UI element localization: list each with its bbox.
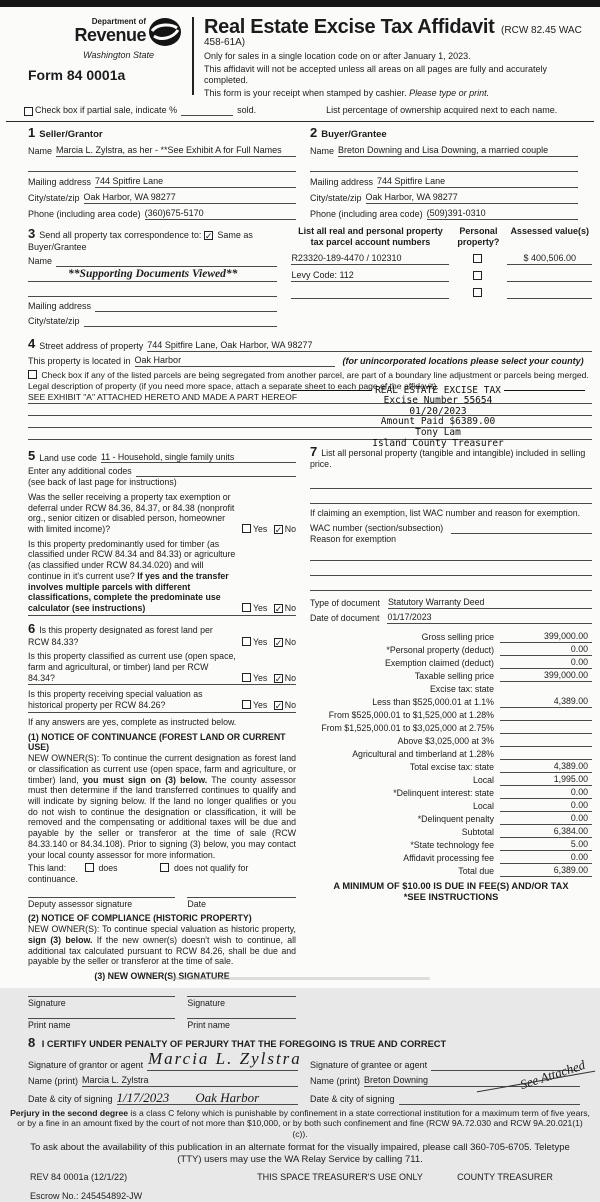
price-row [310,838,592,851]
section-1-title: Seller/Grantor [39,129,103,141]
buyer-mailing-field[interactable]: 744 Spitfire Lane [377,176,578,188]
seller-city-field[interactable]: Oak Harbor, WA 98277 [84,192,296,204]
correspondence-name-field[interactable] [56,256,277,267]
same-as-buyer-label: Same as Buyer/Grantee [28,229,253,252]
certification-section [0,1031,600,1105]
price-label: Total excise tax: state [409,761,494,772]
form-number: Form 84 0001a [28,66,126,83]
notice-continuance-title: (1) NOTICE OF CONTINUANCE (FOREST LAND OR CURRENT USE) [28,731,286,753]
legal-line[interactable] [28,404,299,416]
deputy-assessor-signature-line[interactable]: Deputy assessor signature [28,897,175,910]
no-label: No [284,700,296,711]
street-address-label: Street address of property [39,340,144,351]
price-label: Gross selling price [421,631,494,642]
owner-printname-line-2[interactable]: Print name [187,1018,296,1031]
rev-form-number: REV 84 0001a (12/1/22) [30,1171,128,1182]
historic-property-question: Is this property receiving special valuation as historical property per RCW 84.26? [28,689,203,711]
buyer-city-field[interactable]: Oak Harbor, WA 98277 [366,192,578,204]
price-value[interactable]: 0.00 [500,800,592,812]
owner-printname-row [28,1018,296,1031]
price-row [310,825,592,838]
treasurer-excise-stamp [288,386,588,450]
seller-grantor-section [28,125,310,220]
tax-correspondence-section [28,226,287,327]
section-5-number: 5 [28,447,36,463]
exemption-reason-line[interactable] [310,565,592,576]
accessibility-notice: To ask about the availability of this publication in an alternate format for the visually impaired, please call 360-705-6705. Teletype (TTY) users may use the WA Relay Service by calling 711. [30,1142,570,1166]
see-attached-handwriting: See Attached [517,1057,587,1093]
correspondence-extra-field[interactable] [28,286,277,297]
property-address-section [0,329,600,392]
stamp-date: 01/20/2023 [409,405,467,417]
current-use-yes-no-group [242,673,296,684]
exemption-note: If claiming an exemption, list WAC number and reason for exemption. [310,508,581,519]
timber-agriculture-question: Is this property predominantly used for timber (as classified under RCW 84.34 and 84.33) or agriculture (as classified under RCW 84.34.020) and will continue in it's current use? If yes and the transfer involves multiple parcels with different classifications, complete the predominate use calculator (see instructions) [28,538,236,614]
price-row [310,695,592,708]
assessed-value-field[interactable]: $ 400,506.00 [507,253,592,265]
yes-checkbox[interactable] [242,637,251,646]
price-label: Local [472,800,494,811]
partial-sale-percent-field[interactable] [181,115,233,116]
buyer-phone-field[interactable]: (509)391-0310 [427,208,578,220]
parcel-table [287,226,592,327]
perjury-notice: Perjury in the second degree is a class C felony which is punishable by confinement in a state correctional institution for a maximum term of five years, or by a fine in an amount fixed by the court of not more than $10,000, or by both such confinement and fine (RCW 9A.72.030 and RCW 9A.20.021(1)(c)). [10,1107,590,1139]
no-label: No [284,672,296,683]
excise-tax-computation-table [310,630,592,877]
price-label: Affidavit processing fee [403,852,494,863]
grantor-date-city-field[interactable] [117,1091,298,1105]
price-row [310,708,592,721]
grantor-date-city-label: Date & city of signing [28,1094,113,1105]
price-row [310,682,592,695]
parcel-numbers-header: List all real and personal property tax parcel account numbers [298,225,443,247]
price-label: Agricultural and timberland at 1.28% [352,748,494,759]
form-title: Real Estate Excise Tax Affidavit [204,16,495,38]
price-value[interactable]: 6,384.00 [500,826,592,838]
price-row [310,747,592,760]
ownership-note: List percentage of ownership acquired next to each name. [326,105,558,116]
parties-section [0,122,600,224]
price-label: Less than $525,000.01 at 1.1% [372,696,494,707]
correspondence-mailing-label: Mailing address [28,300,92,311]
legal-line[interactable] [28,416,299,428]
no-checkbox[interactable]: ✓ [274,701,283,712]
price-value[interactable]: 0.00 [500,787,592,799]
header-note-1: Only for sales in a single location code on or after January 1, 2023. [204,51,471,62]
price-label: Taxable selling price [414,670,494,681]
price-label: *Delinquent interest: state [393,787,494,798]
document-date-label: Date of document [310,612,380,623]
legal-description-field[interactable]: SEE EXHIBIT "A" ATTACHED HERETO AND MADE A PART HEREOF [28,392,298,403]
scan-artifact [170,977,430,980]
deputy-assessor-row [28,897,296,910]
escrow-number-row [0,1183,600,1202]
price-label: Excise tax: state [429,683,494,694]
exemption-yes-no-group [242,524,296,535]
does-label: does [98,863,118,874]
land-use-code-field[interactable]: 11 - Household, single family units [101,452,296,464]
parcel-number-field[interactable]: Levy Code: 112 [291,270,449,282]
price-row [310,864,592,877]
rcw-reference: (RCW 82.45 WAC 458-61A) [204,25,582,49]
yes-checkbox[interactable] [242,524,251,533]
revenue-logo-icon [148,17,182,50]
no-checkbox[interactable]: ✓ [274,673,283,684]
price-label: Exemption claimed (deduct) [384,657,494,668]
document-date-field[interactable]: 01/17/2023 [387,612,592,624]
personal-property-line[interactable] [310,478,592,489]
deputy-date-line[interactable]: Date [187,897,296,910]
seller-name-extra-field[interactable] [28,161,296,172]
price-value[interactable]: 4,389.00 [500,696,592,708]
owner-printname-line-1[interactable]: Print name [28,1018,175,1031]
price-label: Total due [458,865,494,876]
grantee-printname-field[interactable]: Breton Downing [364,1075,580,1087]
scan-top-edge [0,0,600,7]
personal-property-checkbox[interactable] [473,288,482,297]
legal-line[interactable] [28,428,299,440]
seller-name-field[interactable]: Marcia L. Zylstra, as her - **See Exhibit A for Full Names [56,145,296,157]
price-label: *Personal property (deduct) [386,644,494,655]
new-owners-signature-title: (3) NEW OWNER(S) SIGNATURE [94,971,230,981]
price-row [310,799,592,812]
grantor-city-handwriting: Oak Harbor [195,1089,260,1105]
correspondence-parcel-region [0,224,600,329]
correspondence-mailing-field[interactable] [95,311,277,312]
notice-compliance-body: NEW OWNER(S): To continue special valuation as historic property, sign (3) below. If the new owner(s) doesn't wish to continue, all additional tax calculated pursuant to RCW 84.26, shall be due and payable by the seller or transferor at the time of sale. [28,924,296,967]
washington-state-label: Washington State [83,49,154,60]
section-3-title: Send all property tax correspondence to: [39,229,202,240]
buyer-name-extra-field[interactable] [310,161,578,172]
yes-label: Yes [252,603,268,614]
sold-label: sold. [237,105,257,116]
grantee-date-city-field[interactable] [399,1091,580,1105]
exemption-reason-line[interactable] [310,580,592,591]
section-2-number: 2 [310,125,318,141]
street-address-field[interactable]: 744 Spitfire Lane, Oak Harbor, WA 98277 [147,340,592,352]
yes-label: Yes [252,672,268,683]
price-row [310,630,592,643]
personal-property-line[interactable] [310,493,592,504]
price-value[interactable]: 0.00 [500,657,592,669]
timber-yes-no-group [242,603,296,614]
price-label: Above $3,025,000 at 3% [397,735,494,746]
forest-land-question: 6 Is this property designated as forest land per RCW 84.33? [28,620,213,647]
notice-compliance-title: (2) NOTICE OF COMPLIANCE (HISTORIC PROPERTY) [28,913,252,924]
no-checkbox[interactable]: ✓ [274,604,283,615]
price-value[interactable]: 0.00 [500,813,592,825]
parcel-number-field[interactable]: R23320-189-4470 / 102310 [291,253,449,265]
additional-codes-label: Enter any additional codes [28,466,132,477]
yes-label: Yes [252,523,268,534]
price-row [310,851,592,864]
price-row [310,656,592,669]
located-in-label: This property is located in [28,355,131,366]
price-label: Subtotal [461,826,494,837]
revenue-wordmark: Revenue [74,24,146,45]
additional-codes-note: (see back of last page for instructions) [28,477,177,488]
price-value[interactable]: 399,000.00 [500,670,592,682]
header-note-2: This affidavit will not be accepted unless all areas on all pages are fully and accurately completed. [204,64,548,86]
price-row [310,812,592,825]
price-row [310,734,592,747]
grantor-printname-label: Name (print) [28,1076,79,1087]
yes-checkbox[interactable] [242,603,251,612]
correspondence-city-field[interactable] [84,326,278,327]
price-value[interactable]: 399,000.00 [500,631,592,643]
treasurer-use-label: THIS SPACE TREASURER'S USE ONLY [257,1171,423,1182]
buyer-mailing-label: Mailing address [310,177,374,188]
seller-phone-label: Phone (including area code) [28,208,141,219]
section-1-number: 1 [28,125,36,141]
yes-checkbox[interactable] [242,700,251,709]
grantor-signature-handwriting: Marcia L. Zylstra [148,1049,302,1069]
no-label: No [284,603,296,614]
current-use-question: Is this property classified as current use (open space, farm and agricultural, or timber) land per RCW 84.34? [28,651,236,683]
stamp-cashier-name: Tony Lam [415,427,461,439]
parcel-row [291,270,592,282]
price-value[interactable]: 6,389.00 [500,865,592,877]
price-value[interactable] [500,746,592,747]
escrow-value: 245454892-JW [81,1190,143,1201]
seller-name-label: Name [28,146,53,157]
section-6-number: 6 [28,620,36,636]
assessed-value-header: Assessed value(s) [510,225,589,236]
price-value[interactable]: 1,995.00 [500,774,592,786]
owner-signature-line-1[interactable]: Signature [28,996,175,1009]
located-in-field[interactable]: Oak Harbor [135,355,335,367]
buyer-name-label: Name [310,146,335,157]
price-label: From $1,525,000.01 to $3,025,000 at 2.75% [321,722,494,733]
section-7-number: 7 [310,443,318,459]
county-treasurer-label: COUNTY TREASURER [457,1171,553,1182]
partial-sale-row [0,101,600,119]
see-instructions-note: *SEE INSTRUCTIONS [403,892,499,903]
partial-sale-checkbox[interactable] [24,107,33,116]
buyer-name-field[interactable]: Breton Downing and Lisa Downing, a married couple [338,145,578,157]
price-value[interactable]: 5.00 [500,839,592,851]
personal-property-tax-column [310,444,592,1032]
price-label: *State technology fee [410,839,494,850]
seller-city-label: City/state/zip [28,193,80,204]
price-value[interactable]: 4,389.00 [500,761,592,773]
does-not-label: does not qualify for [173,863,249,874]
section-4-number: 4 [28,335,36,351]
correspondence-city-label: City/state/zip [28,315,80,326]
price-value[interactable] [500,733,592,734]
seller-mailing-field[interactable]: 744 Spitfire Lane [95,176,296,188]
header-note-3: This form is your receipt when stamped by cashier. Please type or print. [204,88,490,99]
parcel-row [291,287,592,299]
price-value[interactable] [500,720,592,721]
owner-signature-line-2[interactable]: Signature [187,996,296,1009]
stamp-treasurer-office: Island County Treasurer [372,437,504,449]
grantee-date-city-label: Date & city of signing [310,1094,395,1105]
partial-sale-label: Check box if partial sale, indicate % [35,105,178,116]
exemption-reason-line[interactable] [310,550,592,561]
parcel-number-field[interactable] [291,287,449,299]
seller-mailing-label: Mailing address [28,177,92,188]
grantor-printname-field[interactable]: Marcia L. Zylstra [82,1075,298,1087]
stamp-title: REAL ESTATE EXCISE TAX [375,384,501,396]
minimum-fee-note: A MINIMUM OF $10.00 IS DUE IN FEE(S) AND/OR TAX [333,880,569,891]
county-note: (for unincorporated locations please select your county) [342,355,584,366]
document-type-field[interactable]: Statutory Warranty Deed [388,597,592,609]
personal-property-checkbox[interactable] [473,254,482,263]
header-divider [192,17,194,95]
continuance-label: continuance. [28,873,78,884]
price-label: From $525,000.01 to $1,525,000 at 1.28% [328,709,494,720]
notice-continuance-body: NEW OWNER(S): To continue the current designation as forest land or classification as current use (open space, farm and agriculture, or timber) land, you must sign on (3) below. The county assessor must then determine if the land transferred continues to qualify and will indicate by signing below. If the land no longer qualifies or you do not wish to continue the designation or classification, it will be removed and the compensating or additional taxes will be due and payable by the seller or transferor at the time of sale (RCW 84.33.140 or 84.34.108). Prior to signing (3) below, you may contact your local county assessor for more information. [28,753,296,860]
buyer-grantee-section [310,125,592,220]
same-as-buyer-checkbox[interactable]: ✓ [204,230,213,241]
price-label: Local [472,774,494,785]
document-type-label: Type of document [310,598,380,609]
price-value[interactable]: 0.00 [500,644,592,656]
price-row [310,786,592,799]
owner-signature-row [28,996,296,1009]
buyer-city-label: City/state/zip [310,193,362,204]
grantee-signature-label: Signature of grantee or agent [310,1060,428,1071]
escrow-label: Escrow No.: [30,1190,79,1201]
seller-phone-field[interactable]: (360)675-5170 [145,208,296,220]
price-row [310,669,592,682]
footer-row [0,1166,600,1183]
price-row [310,643,592,656]
reason-for-exemption-label: Reason for exemption [310,533,397,544]
section-3-number: 3 [28,225,36,241]
legal-description-label: Legal description of property (if you need more space, attach a separate sheet to each page of the affidavit). [28,381,439,392]
price-value[interactable] [500,759,592,760]
no-checkbox[interactable]: ✓ [274,637,283,648]
this-land-row [28,863,296,874]
price-row [310,773,592,786]
price-row [310,760,592,773]
department-of-label: Department of [91,17,146,26]
form-header [0,7,600,101]
parcel-row [291,253,592,265]
yes-label: Yes [252,636,268,647]
price-label: *Delinquent penalty [417,813,494,824]
this-land-label: This land: [28,863,67,874]
assessed-value-field[interactable] [507,270,592,282]
segregated-checkbox[interactable] [28,370,37,379]
certify-statement: I CERTIFY UNDER PENALTY OF PERJURY THAT THE FOREGOING IS TRUE AND CORRECT [41,1039,447,1050]
land-does-checkbox[interactable] [85,863,94,872]
grantee-signing-block [310,1051,592,1105]
section-8-number: 8 [28,1035,36,1051]
no-label: No [284,636,296,647]
personal-property-checkbox[interactable] [473,271,482,280]
price-value[interactable]: 0.00 [500,852,592,864]
correspondence-name-label: Name [28,255,53,266]
exemption-deferral-question: Was the seller receiving a property tax exemption or deferral under RCW 84.36, 84.37, or 84.38 (nonprofit org., senior citizen or disabled person, homeowner with limited income)? [28,491,235,534]
grantor-signing-block [28,1051,310,1105]
buyer-phone-label: Phone (including area code) [310,208,423,219]
grantee-printname-label: Name (print) [310,1076,361,1087]
wac-number-label: WAC number (section/subsection) [310,522,444,533]
section-2-title: Buyer/Grantee [321,129,387,141]
historic-yes-no-group [242,700,296,711]
grantor-date-handwriting: 1/17/2023 [116,1089,170,1105]
price-row [310,721,592,734]
agency-block [18,15,188,99]
no-label: No [284,523,296,534]
forest-yes-no-group [242,637,296,648]
if-yes-note: If any answers are yes, complete as instructed below. [28,716,237,727]
land-use-code-label: Land use code [39,452,97,463]
segregated-label: Check box if any of the listed parcels are being segregated from another parcel, are part of a boundary line adjustment or parcels being merged. [41,369,589,380]
stamp-amount-paid: Amount Paid $6389.00 [380,416,496,428]
stamp-excise-number: Excise Number 55654 [383,395,493,407]
assessed-value-field[interactable] [507,287,592,299]
yes-label: Yes [252,700,268,711]
classification-and-tax-region [0,437,600,1032]
supporting-documents-stamp: **Supporting Documents Viewed** [28,267,277,282]
land-does-not-checkbox[interactable] [160,863,169,872]
personal-property-header: Personal property? [457,225,500,247]
personal-property-intro: 7 List all personal property (tangible and intangible) included in selling price. [310,443,586,470]
land-use-column [28,444,310,1032]
wac-number-field[interactable] [451,524,592,534]
grantor-signature-label: Signature of grantor or agent [28,1060,144,1071]
no-checkbox[interactable]: ✓ [274,524,283,535]
yes-checkbox[interactable] [242,673,251,682]
